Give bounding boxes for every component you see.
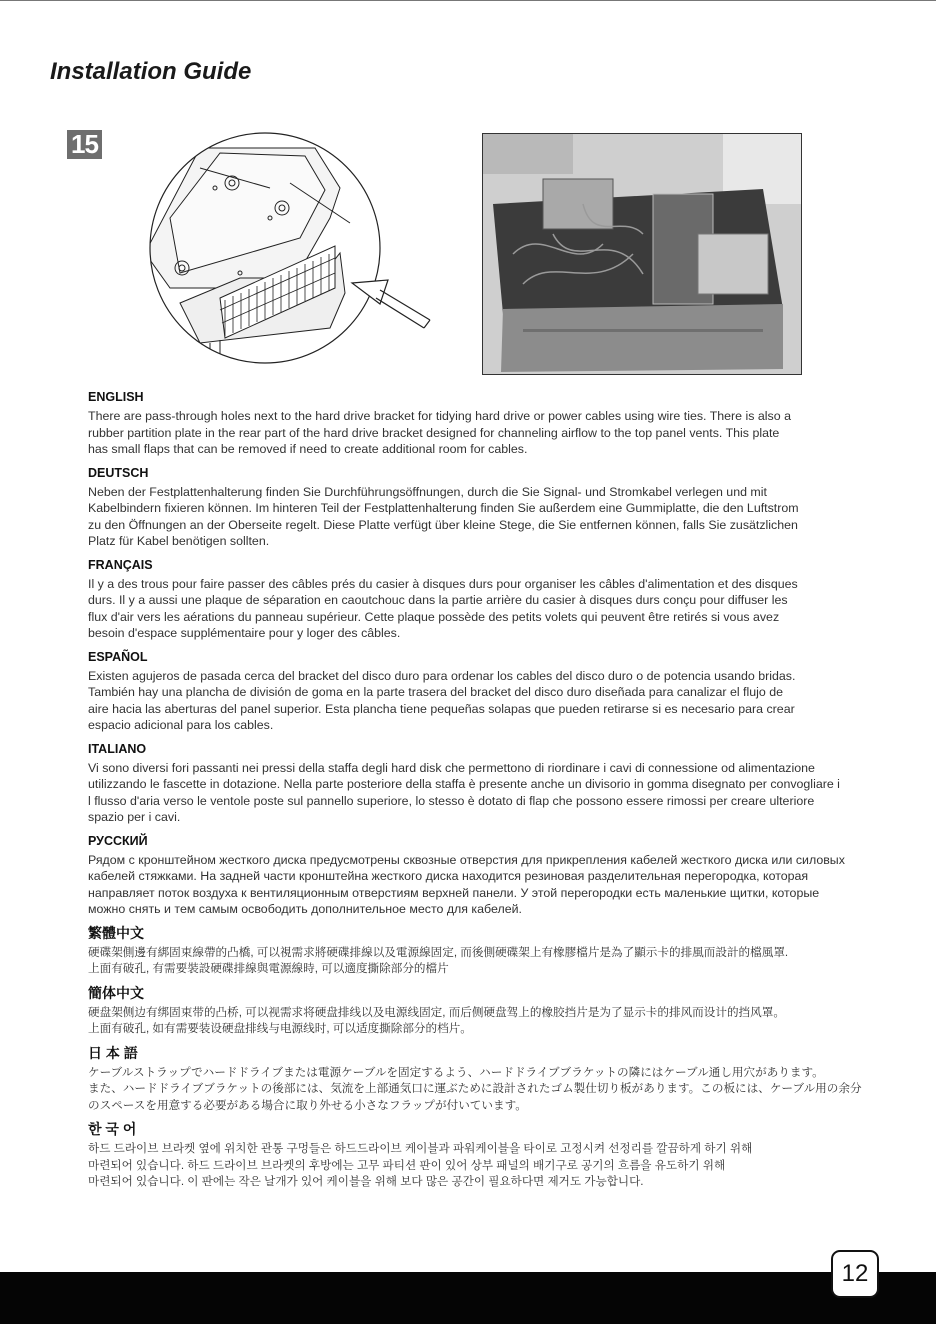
section-heading: РУССКИЙ (88, 833, 148, 848)
instructions-multilingual (88, 390, 888, 1199)
section-heading: FRANÇAIS (88, 557, 153, 572)
footer-bar (0, 1272, 936, 1324)
page-number-badge: 12 (831, 1250, 879, 1298)
section-body: There are pass-through holes next to the hard drive bracket for tidying hard drive or power cables using wire ties. There is also a rubber partition plate in the rear part of the hard drive bracket designed for channeling airflow to the top panel vents. This plate has small flaps that can be removed if need to create additional room for cables. (88, 409, 791, 456)
section-traditional-chinese (88, 926, 888, 978)
section-heading: DEUTSCH (88, 465, 149, 480)
section-heading: 日 本 語 (88, 1044, 138, 1061)
section-heading: 簡体中文 (88, 984, 144, 1001)
section-body: 硬盘架侧边有绑固束带的凸桥, 可以视需求将硬盘排线以及电源线固定, 而后侧硬盘驾上的橡胶挡片是为了显示卡的排风而设计的挡风罩。 上面有破孔, 如有需要装设硬盘排线与电源线时, 可以适度撕除部分的档片。 (88, 1005, 785, 1035)
section-heading: ENGLISH (88, 390, 144, 404)
section-english (88, 390, 888, 458)
section-korean (88, 1122, 888, 1191)
bracket-detail-diagram (140, 128, 440, 378)
page-title: Installation Guide (50, 58, 252, 85)
section-heading: 繁體中文 (88, 924, 144, 941)
section-heading: 한 국 어 (88, 1121, 137, 1137)
section-body: Рядом с кронштейном жесткого диска предусмотрены сквозные отверстия для прикрепления кабелей жесткого диска или силовых кабелей стяжками. На задней части кронштейна жесткого диска находится резиновая разделительная перегородка, которая направляет поток воздуха к вентиляционным отверстиям верхней панели. У этой перегородки есть маленькие щитки, которые можно снять и тем самым освободить дополнительное место для кабелей. (88, 852, 845, 916)
section-body: Neben der Festplattenhalterung finden Sie Durchführungsöffnungen, durch die Sie Signal- und Stromkabel verlegen und mit Kabelbindern fixieren können. Im hinteren Teil der Festplattenhalterung finden Sie außerdem eine Gummiplatte, die den Luftstrom zu den Öffnungen an der Oberseite regelt. Diese Platte verfügt über kleine Stege, die Sie entfernen können, falls Sie zusätzlichen Platz für Kabel benötigen sollten. (88, 484, 799, 548)
section-deutsch (88, 466, 888, 550)
section-body: Existen agujeros de pasada cerca del bracket del disco duro para ordenar los cables del disco duro o de potencia usando bridas. También hay una plancha de división de goma en la parte trasera del bracket del disco duro diseñada para canalizar el flujo de aire hacia las aberturas del panel superior. Esta plancha tiene pequeñas solapas que pueden retirarse si es necesario para crear espacio adicional para los cables. (88, 668, 796, 732)
section-body: Vi sono diversi fori passanti nei pressi della staffa degli hard disk che permettono di riordinare i cavi di connessione od alimentazione utilizzando le fascette in dotazione. Nella parte posteriore della staffa è presente anche un divisorio in gomma disegnato per convogliare i l flusso d'aria verso le ventole poste sul pannello superiore, lo stesso è dotato di flap che possono essere rimossi per creare ulteriore spazio per i cavi. (88, 760, 840, 824)
section-simplified-chinese (88, 986, 888, 1038)
section-espanol (88, 650, 888, 734)
section-japanese (88, 1046, 888, 1115)
section-francais (88, 558, 888, 642)
top-rule (0, 0, 936, 1)
section-body: 硬碟架側邊有綁固束線帶的凸橋, 可以視需求將硬碟排線以及電源線固定, 而後側硬碟架上有橡膠檔片是為了顯示卡的排風而設計的檔風罩. 上面有破孔, 有需要裝設硬碟排線與電源線時, 可以適度撕除部分的檔片 (88, 945, 789, 975)
section-heading: ESPAÑOL (88, 649, 148, 664)
section-heading: ITALIANO (88, 741, 147, 756)
step-number-badge: 15 (67, 130, 102, 159)
section-body: ケーブルストラップでハードドライブまたは電源ケーブルを固定するよう、ハードドライブブラケットの隣にはケーブル通し用穴があります。 また、ハードドライブブラケットの後部には、気流を上部通気口に運ぶために設計されたゴム製仕切り板があります。この板には、ケーブル用の余分 のスペースを用意する必要がある場合に取り外せる小さなフラップが付いています。 (88, 1065, 862, 1112)
section-italiano (88, 742, 888, 826)
section-russian (88, 834, 888, 918)
section-body: Il y a des trous pour faire passer des câbles prés du casier à disques durs pour organiser les câbles d'alimentation et des disques durs. Il y a aussi une plaque de séparation en caoutchouc dans la partie arrière du casier à disques durs conçu pour diffuser les flux d'air vers les aérations du panneau supérieur. Cette plaque possède des petits volets qui peuvent être retirés si vous avez besoin d'espace supplémentaire pour y loger des câbles. (88, 576, 798, 640)
chassis-interior-photo (482, 133, 802, 375)
section-body: 하드 드라이브 브라켓 옆에 위치한 관통 구멍들은 하드드라이브 케이블과 파워케이블을 타이로 고정시켜 선정리를 깔끔하게 하기 위해 마련되어 있습니다. 하드 드라이브 브라켓의 후방에는 고무 파티션 판이 있어 상부 패널의 배기구로 공기의 흐름을 유도하기 위해 마련되어 있습니다. 이 판에는 작은 날개가 있어 케이블을 위해 보다 많은 공간이 필요하다면 제거도 가능합니다. (88, 1142, 753, 1188)
